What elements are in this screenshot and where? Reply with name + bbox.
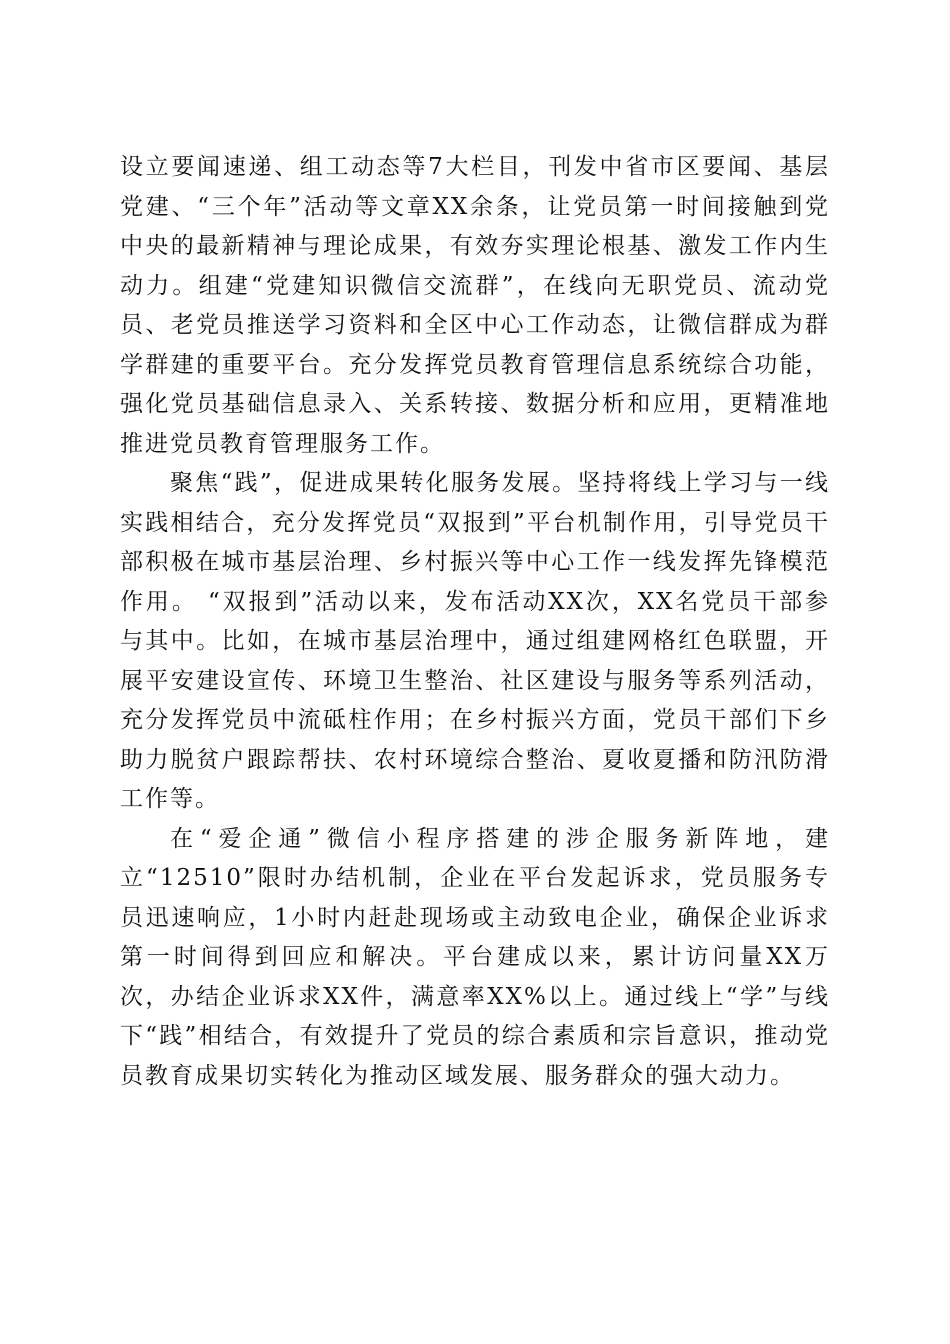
paragraph-2: 聚焦“践”，促进成果转化服务发展。坚持将线上学习与一线实践相结合，充分发挥党员“双报到”平台机制作用，引导党员干部积极在城市基层治理、乡村振兴等中心工作一线发挥先锋模范作用。 “双报到”活动以来，发布活动XX次，XX名党员干部参与其中。比如，在城市基层治理中，通过组建网格红色联盟，开展平安建设宣传、环境卫生整治、社区建设与服务等系列活动，充分发挥党员中流砥柱作用；在乡村振兴方面，党员干部们下乡助力脱贫户跟踪帮扶、农村环境综合整治、夏收夏播和防汛防滑工作等。 <box>120 470 830 812</box>
paragraph-3: 在“爱企通”微信小程序搭建的涉企服务新阵地，建立“12510”限时办结机制，企业在平台发起诉求，党员服务专员迅速响应，1小时内赶赴现场或主动致电企业，确保企业诉求第一时间得到回应和解决。平台建成以来，累计访问量XX万次，办结企业诉求XX件，满意率XX%以上。通过线上“学”与线下“践”相结合，有效提升了党员的综合素质和宗旨意识，推动党员教育成果切实转化为推动区域发展、服务群众的强大动力。 <box>120 825 830 1089</box>
document-body <box>120 148 830 1096</box>
paragraph-1: 设立要闻速递、组工动态等7大栏目，刊发中省市区要闻、基层党建、“三个年”活动等文章XX余条，让党员第一时间接触到党中央的最新精神与理论成果，有效夯实理论根基、激发工作内生动力。组建“党建知识微信交流群”，在线向无职党员、流动党员、老党员推送学习资料和全区中心工作动态，让微信群成为群学群建的重要平台。充分发挥党员教育管理信息系统综合功能，强化党员基础信息录入、关系转接、数据分析和应用，更精准地推进党员教育管理服务工作。 <box>120 154 830 457</box>
